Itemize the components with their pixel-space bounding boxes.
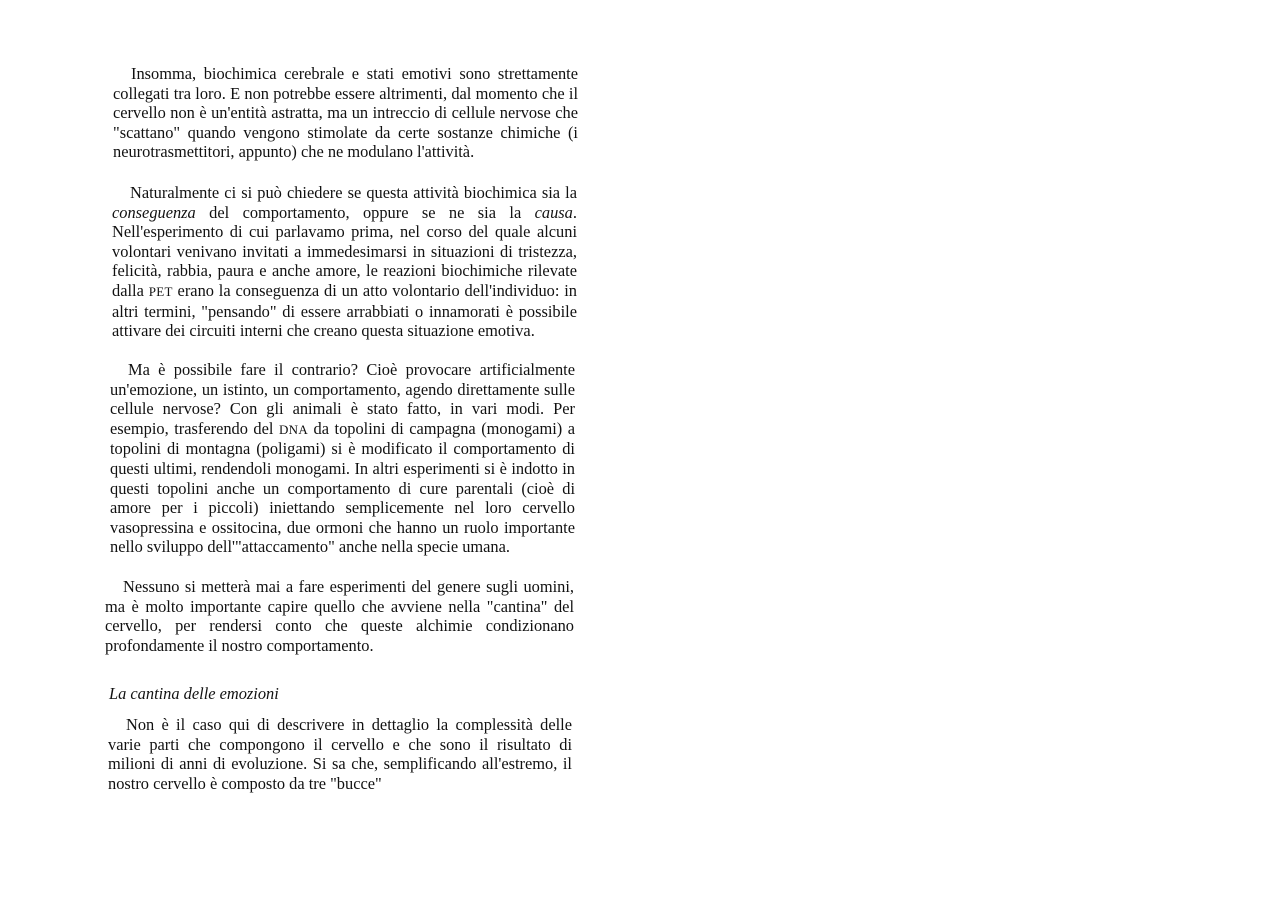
paragraph-text bbox=[112, 183, 577, 341]
paragraph-text bbox=[110, 360, 575, 557]
paragraph-1 bbox=[113, 64, 578, 162]
section-heading: La cantina delle emozioni bbox=[109, 684, 279, 703]
text-run: del comportamento, oppure se ne sia la bbox=[195, 202, 535, 222]
acronym-dna: DNA bbox=[278, 421, 309, 437]
paragraph-4 bbox=[105, 577, 574, 655]
text-run: Naturalmente ci si può chiedere se questa attività biochimica sia la bbox=[130, 183, 577, 202]
text-run: . Nell'esperimento di cui parlavamo prima, nel corso del quale alcuni volontari venivano invitati a immedesimarsi in situazioni di tristezza, felicità, rabbia, paura e anche amore, le reazioni biochimiche rilevate dalla bbox=[112, 202, 577, 300]
paragraph-text: Insomma, biochimica cerebrale e stati emotivi sono strettamente collegati tra loro. E non potrebbe essere altrimenti, dal momento che il cervello non è un'entità astratta, ma un intreccio di cellule nervose che "scattano" quando vengono stimolate da certe sostanze chimiche (i neurotrasmettitori, appunto) che ne modulano l'attività. bbox=[113, 64, 578, 162]
text-run: Ma è possibile fare il contrario? Cioè provocare artificialmente un'emozione, un istinto, un comportamento, agendo direttamente sulle cellule nervose? Con gli animali è stato fatto, in vari modi. Per esempio, trasferendo del bbox=[110, 360, 575, 438]
paragraph-text: Nessuno si metterà mai a fare esperimenti del genere sugli uomini, ma è molto importante capire quello che avviene nella "cantina" del cervello, per rendersi conto che queste alchimie condizionano profondamente il nostro comportamento. bbox=[105, 577, 574, 655]
paragraph-2 bbox=[112, 183, 577, 341]
text-run: da topolini di campagna (monogami) a topolini di montagna (poligami) si è modificato il comportamento di questi ultimi, rendendoli monogami. In altri esperimenti si è indotto in questi topolini anche un comportamento di cure parentali (cioè di amore per i piccoli) iniettando semplicemente nel loro cervello vasopressina e ossitocina, due ormoni che hanno un ruolo importante nello sviluppo dell'"attaccamento" anche nella specie umana. bbox=[110, 418, 575, 557]
acronym-pet: PET bbox=[148, 283, 173, 299]
paragraph-text: Non è il caso qui di descrivere in dettaglio la complessità delle varie parti che compongono il cervello e che sono il risultato di milioni di anni di evoluzione. Si sa che, semplificando all'estremo, il nostro cervello è composto da tre "bucce" bbox=[108, 715, 572, 793]
paragraph-3 bbox=[110, 360, 575, 557]
emphasis-causa: causa bbox=[534, 202, 573, 222]
text-run: erano la conseguenza di un atto volontario dell'individuo: in altri termini, "pensando" di essere arrabbiati o innamorati è possibile attivare dei circuiti interni che creano questa situazione emotiva. bbox=[112, 280, 578, 341]
emphasis-conseguenza: conseguenza bbox=[112, 202, 196, 222]
paragraph-5 bbox=[108, 715, 572, 793]
